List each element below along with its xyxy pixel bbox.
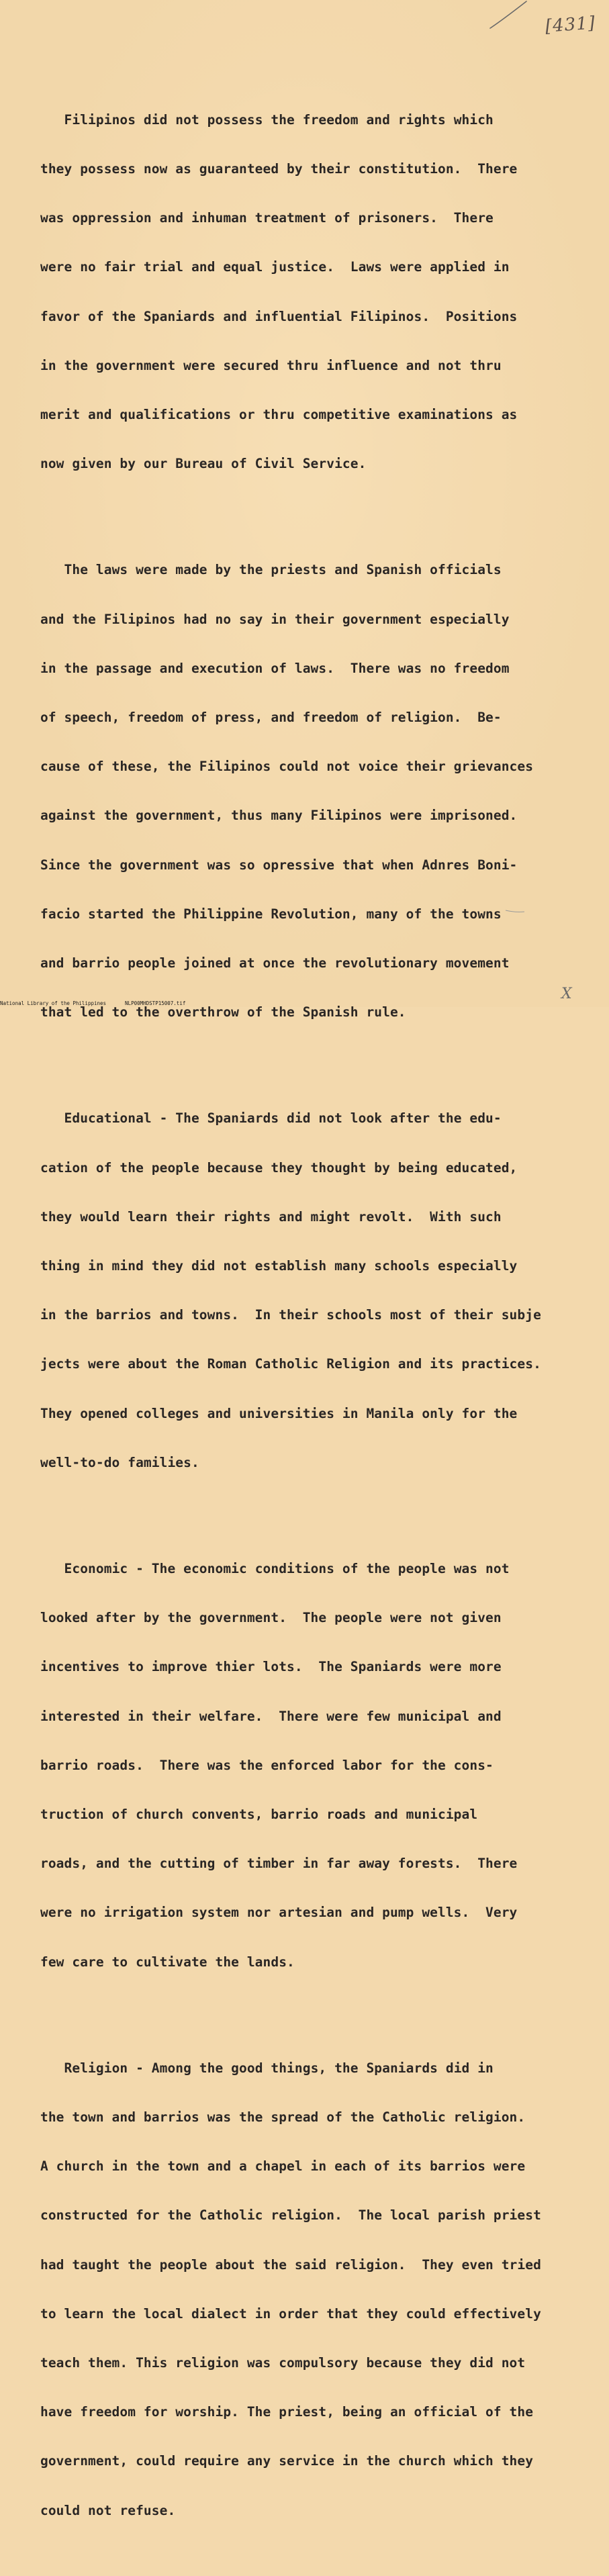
- text-line: to learn the local dialect in order that they could effectively: [40, 2305, 541, 2322]
- text-line: was oppression and inhuman treatment of prisoners. There: [40, 210, 494, 226]
- text-line: could not refuse.: [40, 2502, 176, 2518]
- document-body: [40, 79, 571, 2576]
- text-line: well-to-do families.: [40, 1454, 199, 1470]
- pencil-stroke-mark: [505, 908, 525, 914]
- paragraph-religion: [40, 2028, 571, 2552]
- text-line: government, could require any service in the church which they: [40, 2453, 534, 2469]
- text-line: Filipinos did not possess the freedom and rights which: [40, 111, 494, 128]
- text-line: A church in the town and a chapel in each of its barrios were: [40, 2158, 526, 2175]
- text-line: favor of the Spaniards and influential Filipinos. Positions: [40, 308, 518, 324]
- text-line: were no fair trial and equal justice. Laws were applied in: [40, 259, 510, 275]
- text-line: that led to the overthrow of the Spanish rule.: [40, 1004, 406, 1020]
- text-line: they would learn their rights and might revolt. With such: [40, 1208, 502, 1225]
- text-line: cause of these, the Filipinos could not voice their grievances: [40, 759, 534, 775]
- text-line: roads, and the cutting of timber in far away forests. There: [40, 1856, 518, 1872]
- paragraph-freedom: [40, 79, 571, 506]
- text-line: few care to cultivate the lands.: [40, 1954, 295, 1970]
- text-line: Since the government was so opressive that when Adnres Boni-: [40, 857, 518, 873]
- text-line: merit and qualifications or thru competitive examinations as: [40, 407, 518, 423]
- footer-library: National Library of the Philippines: [0, 1000, 107, 1006]
- folio-number: [431]: [545, 13, 596, 37]
- text-line: in the government were secured thru influence and not thru: [40, 357, 502, 373]
- text-line: constructed for the Catholic religion. The local parish priest: [40, 2207, 541, 2224]
- text-line: interested in their welfare. There were few municipal and: [40, 1708, 502, 1724]
- text-line: have freedom for worship. The priest, being an official of the: [40, 2404, 534, 2420]
- pencil-check-mark: [489, 0, 529, 31]
- text-line: against the government, thus many Filipinos were imprisoned.: [40, 808, 518, 824]
- paragraph-laws: [40, 530, 571, 1054]
- text-line: and the Filipinos had no say in their government especially: [40, 611, 510, 627]
- footer-file-id: NLP00MHDSTP15007.tif: [125, 1000, 186, 1006]
- text-line: facio started the Philippine Revolution, many of the towns: [40, 906, 502, 922]
- paragraph-educational: [40, 1078, 571, 1505]
- text-line: jects were about the Roman Catholic Religion and its practices.: [40, 1356, 541, 1372]
- text-line: Religion - Among the good things, the Spaniards did in: [40, 2060, 494, 2076]
- text-line: incentives to improve thier lots. The Spaniards were more: [40, 1659, 502, 1675]
- text-line: in the passage and execution of laws. There was no freedom: [40, 660, 510, 676]
- text-line: They opened colleges and universities in Manila only for the: [40, 1405, 518, 1421]
- text-line: were no irrigation system nor artesian and pump wells. Very: [40, 1905, 518, 1921]
- text-line: of speech, freedom of press, and freedom of religion. Be-: [40, 710, 502, 726]
- text-line: looked after by the government. The people were not given: [40, 1610, 502, 1626]
- text-line: now given by our Bureau of Civil Service.: [40, 456, 367, 472]
- text-line: barrio roads. There was the enforced labor for the cons-: [40, 1757, 494, 1773]
- scan-footer: [0, 1000, 204, 1006]
- pencil-x-mark: X: [561, 986, 572, 1002]
- text-line: and barrio people joined at once the revolutionary movement: [40, 955, 510, 971]
- text-line: the town and barrios was the spread of the Catholic religion.: [40, 2109, 526, 2125]
- text-line: they possess now as guaranteed by their constitution. There: [40, 161, 518, 177]
- text-line: Educational - The Spaniards did not look after the edu-: [40, 1110, 502, 1127]
- text-line: teach them. This religion was compulsory because they did not: [40, 2355, 526, 2371]
- text-line: had taught the people about the said religion. They even tried: [40, 2256, 541, 2273]
- text-line: in the barrios and towns. In their schools most of their subje: [40, 1307, 541, 1323]
- text-line: truction of church convents, barrio roads and municipal: [40, 1807, 478, 1823]
- text-line: Economic - The economic conditions of the people was not: [40, 1560, 510, 1576]
- text-line: The laws were made by the priests and Spanish officials: [40, 562, 502, 578]
- text-line: thing in mind they did not establish many schools especially: [40, 1258, 518, 1274]
- paragraph-economic: [40, 1528, 571, 2003]
- text-line: cation of the people because they thought by being educated,: [40, 1159, 518, 1176]
